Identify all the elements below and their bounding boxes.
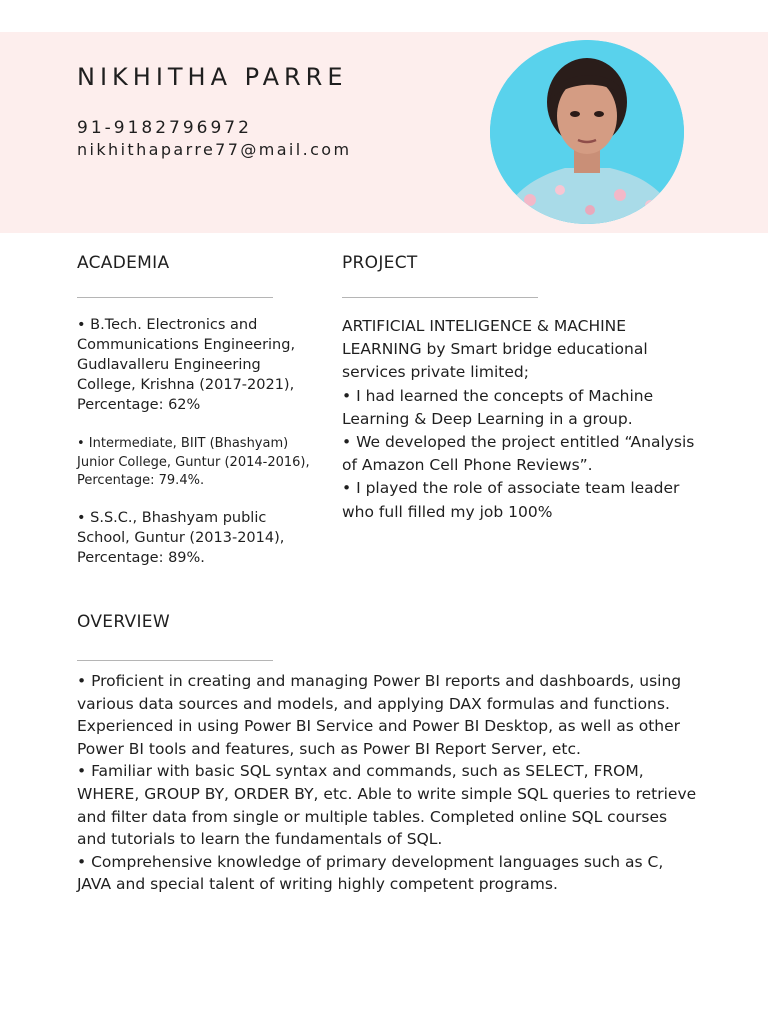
overview-description	[77, 670, 697, 896]
email-address: nikhithaparre77@mail.com	[77, 140, 352, 159]
project-bullet-learned: • I had learned the concepts of Machine Learning & Deep Learning in a group.	[342, 386, 654, 428]
overview-bullet-sql: • Familiar with basic SQL syntax and commands, such as SELECT, FROM, WHERE, GROUP BY, ORDER BY, etc. Able to write simple SQL queries to retrieve and filter data from single or multiple tables. Completed online SQL courses and tutorials to learn the fundamentals of SQL.	[77, 762, 697, 849]
academia-heading: ACADEMIA	[77, 253, 170, 273]
candidate-name: NIKHITHA PARRE	[77, 63, 348, 91]
academia-divider	[77, 297, 273, 298]
overview-bullet-languages: • Comprehensive knowledge of primary development languages such as C, JAVA and special talent of writing highly competent programs.	[77, 852, 664, 894]
project-title-line: ARTIFICIAL INTELIGENCE & MACHINE LEARNING by Smart bridge educational services private limited;	[342, 317, 648, 382]
academia-item-ssc: • S.S.C., Bhashyam public School, Guntur (2013-2014), Percentage: 89%.	[77, 510, 285, 566]
phone-number: 91-9182796972	[77, 118, 252, 138]
academia-item-btech: • B.Tech. Electronics and Communications Engineering, Gudlavalleru Engineering College, Krishna (2017-2021), Percentage: 62%	[77, 317, 296, 413]
project-description	[342, 315, 702, 524]
overview-bullet-powerbi: • Proficient in creating and managing Power BI reports and dashboards, using various data sources and models, and applying DAX formulas and functions. Experienced in using Power BI Service and Power BI Desktop, as well as other Power BI tools and features, such as Power BI Report Server, etc.	[77, 672, 682, 758]
project-heading: PROJECT	[342, 253, 418, 273]
overview-divider	[77, 660, 273, 661]
academia-item-intermediate: • Intermediate, BIIT (Bhashyam) Junior College, Guntur (2014-2016), Percentage: 79.4%.	[77, 436, 310, 488]
overview-heading: OVERVIEW	[77, 612, 170, 632]
project-bullet-developed: • We developed the project entitled “Analysis of Amazon Cell Phone Reviews”.	[342, 433, 695, 475]
profile-photo	[490, 40, 684, 224]
project-divider	[342, 297, 538, 298]
project-bullet-role: • I played the role of associate team leader who full filled my job 100%	[342, 479, 680, 521]
